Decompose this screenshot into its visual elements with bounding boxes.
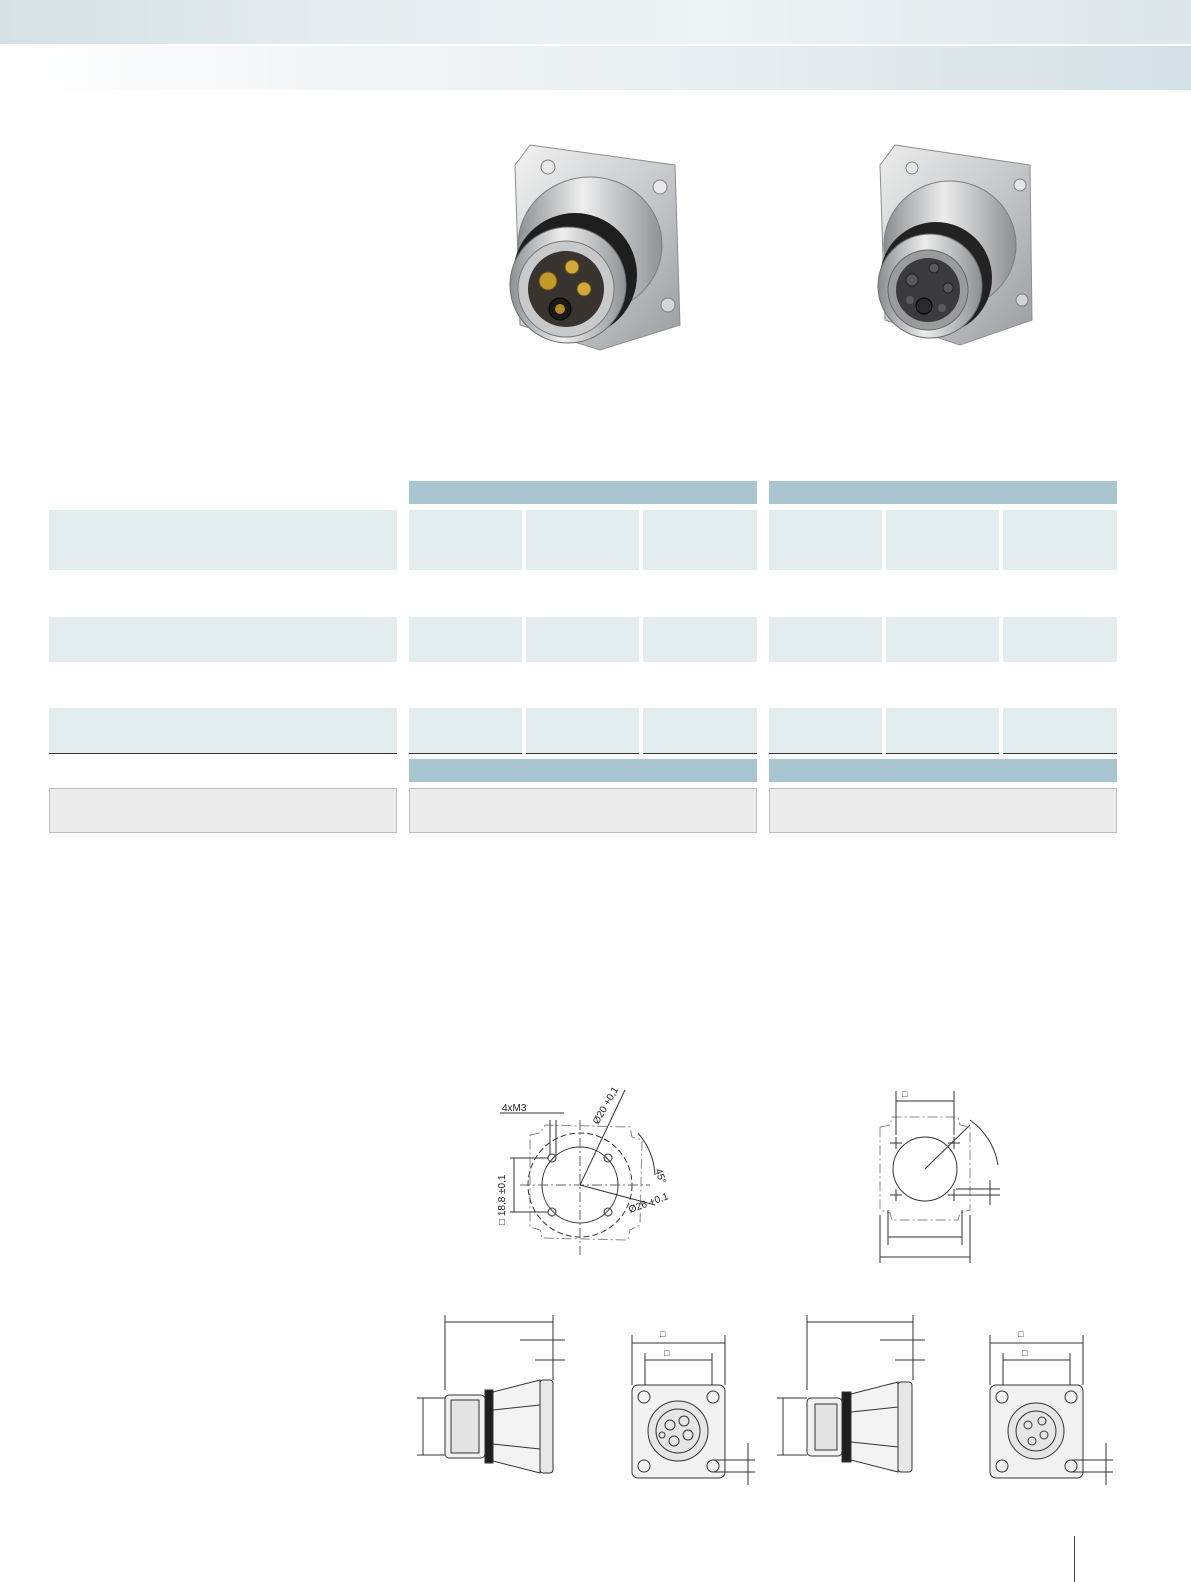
panel-cutout-drawing-right (870, 1085, 1010, 1265)
header-band-top (0, 0, 1191, 44)
table-cell (409, 617, 522, 662)
label-square: □ (902, 1089, 908, 1099)
table-cell (1003, 510, 1117, 570)
connector-photo-right (850, 140, 1050, 360)
label-square-outer: □ (1018, 1329, 1024, 1339)
table-cell (1003, 708, 1117, 753)
front-view-drawing-left (630, 1325, 760, 1495)
table-row-label (49, 510, 397, 570)
table-header-group-2 (769, 481, 1117, 504)
header-band-bottom (12, 46, 1191, 90)
table-rule (643, 753, 757, 754)
order-header-group-2 (769, 759, 1117, 782)
table-cell (643, 708, 757, 753)
side-view-drawing-left (415, 1310, 575, 1480)
table-cell (1003, 617, 1117, 662)
label-angle-45: 45° (652, 1167, 668, 1186)
table-cell (526, 617, 639, 662)
table-cell (409, 708, 522, 753)
label-dia-26: Ø26 +0,1 (627, 1191, 670, 1216)
table-rule (1003, 753, 1117, 754)
table-cell (409, 510, 522, 570)
label-square-inner: □ (1022, 1348, 1028, 1358)
order-row-label (49, 788, 397, 833)
label-square-18-8: □ 18,8 ±0,1 (497, 1174, 508, 1225)
table-cell (643, 617, 757, 662)
table-rule (769, 753, 882, 754)
order-cell-group-2 (769, 788, 1117, 833)
panel-cutout-drawing-left (490, 1085, 680, 1260)
table-cell (769, 617, 882, 662)
order-cell-group-1 (409, 788, 757, 833)
side-view-drawing-right (775, 1310, 935, 1480)
table-rule (409, 753, 522, 754)
table-row-label (49, 617, 397, 662)
table-cell (886, 510, 999, 570)
front-view-drawing-right (988, 1325, 1118, 1495)
table-cell (643, 510, 757, 570)
order-header-group-1 (409, 759, 757, 782)
label-square-inner: □ (664, 1348, 670, 1358)
table-rule (49, 753, 397, 754)
table-rule (886, 753, 999, 754)
label-dia-20: Ø20 +0,1 (591, 1085, 622, 1127)
table-row-label (49, 708, 397, 753)
label-4xM3: 4xM3 (502, 1103, 527, 1114)
table-cell (526, 708, 639, 753)
table-header-group-1 (409, 481, 757, 504)
table-cell (886, 708, 999, 753)
table-cell (886, 617, 999, 662)
table-cell (769, 510, 882, 570)
table-rule (526, 753, 639, 754)
connector-photo-left (480, 135, 700, 360)
table-cell (769, 708, 882, 753)
page-number-divider (1074, 1536, 1075, 1582)
label-square-outer: □ (660, 1329, 666, 1339)
table-cell (526, 510, 639, 570)
